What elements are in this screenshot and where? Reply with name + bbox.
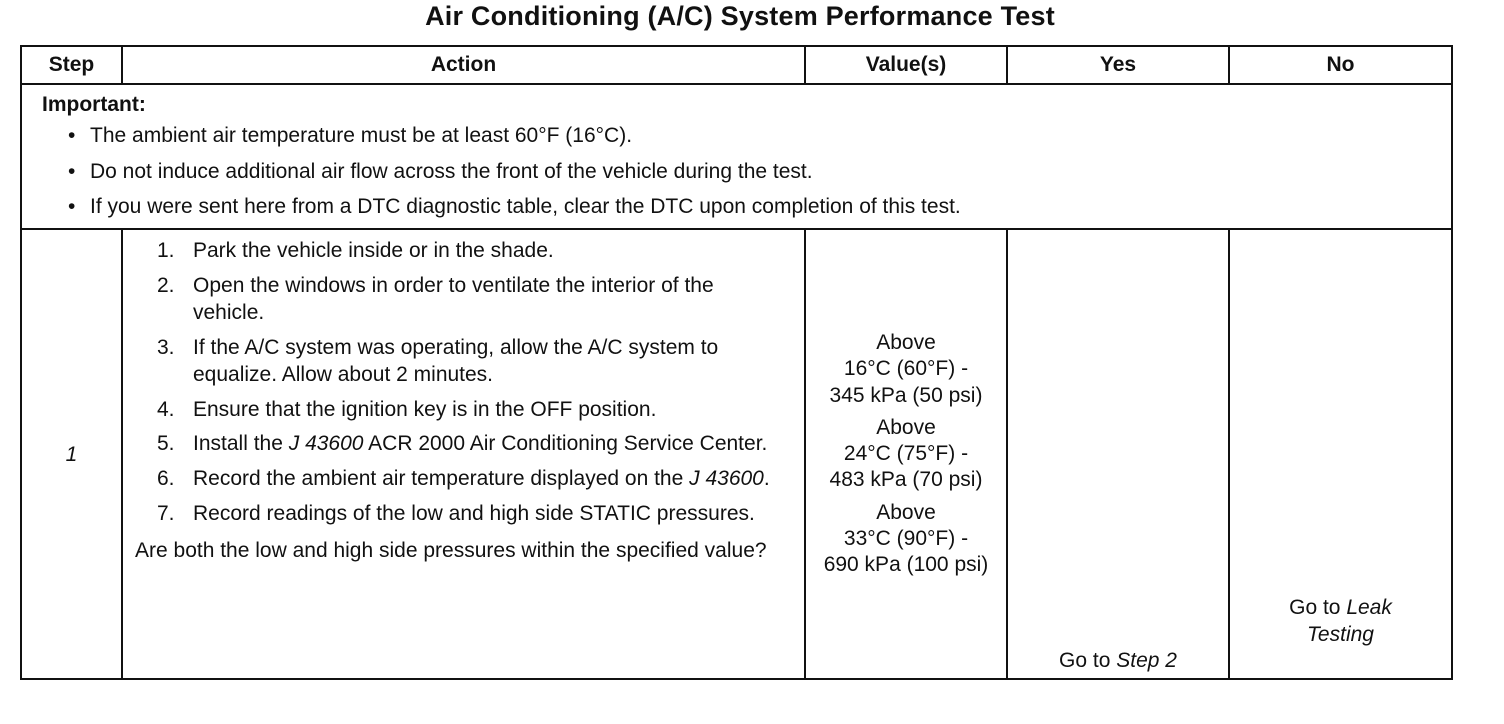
header-action: Action (122, 46, 805, 84)
action-item: 2. Open the windows in order to ventilate the interior of the vehicle. (157, 274, 714, 324)
header-no: No (1229, 46, 1452, 84)
step-row-1 (21, 229, 1452, 679)
bullet-icon: • (68, 124, 76, 148)
value-group: Above 16°C (60°F) - 345 kPa (50 psi) (829, 331, 983, 407)
header-values: Value(s) (805, 46, 1007, 84)
header-row (21, 46, 1452, 84)
important-item: • If you were sent here from a DTC diagnostic table, clear the DTC upon completion of this test. (68, 193, 1433, 220)
action-item: 4. Ensure that the ignition key is in the OFF position. (157, 397, 657, 421)
performance-test-table (20, 45, 1453, 680)
page-title: Air Conditioning (A/C) System Performance Test (425, 1, 1055, 31)
important-list (42, 122, 1433, 220)
action-cell (122, 229, 805, 679)
bullet-icon: • (68, 194, 76, 218)
step-question: Are both the low and high side pressures within the specified value? (135, 539, 767, 563)
header-yes: Yes (1007, 46, 1229, 84)
tool-reference: J 43600 (689, 467, 764, 491)
value-group: Above 33°C (90°F) - 690 kPa (100 psi) (823, 500, 989, 577)
action-item: 1. Park the vehicle inside or in the shade. (157, 239, 554, 263)
important-item: • The ambient air temperature must be at least 60°F (16°C). (68, 122, 1433, 149)
tool-reference: J 43600 (288, 432, 364, 456)
values-cell (805, 229, 1007, 679)
step-number: 1 (21, 229, 122, 679)
yes-cell: Go to Step 2 (1007, 229, 1229, 679)
yes-target-link[interactable]: Step 2 (1116, 648, 1177, 672)
no-target-link-cont[interactable]: Testing (1307, 622, 1374, 646)
action-item: 5. Install the J 43600 ACR 2000 Air Conditioning Service Center. (157, 432, 768, 456)
action-item: 7. Record readings of the low and high side STATIC pressures. (157, 502, 755, 526)
value-group: Above 24°C (75°F) - 483 kPa (70 psi) (829, 415, 983, 492)
action-item: 6. Record the ambient air temperature displayed on the J 43600. (157, 467, 770, 491)
header-step: Step (21, 46, 122, 84)
important-row (21, 84, 1452, 229)
no-cell: Go to Leak Testing (1229, 229, 1452, 679)
important-item: • Do not induce additional air flow across the front of the vehicle during the test. (68, 158, 1433, 185)
important-title: Important: (42, 93, 146, 116)
action-list (135, 238, 784, 528)
important-cell (21, 84, 1452, 229)
bullet-icon: • (68, 159, 76, 183)
action-item: 3. If the A/C system was operating, allow the A/C system to equalize. Allow about 2 minutes. (157, 335, 719, 386)
no-target-link[interactable]: Leak (1346, 595, 1392, 619)
